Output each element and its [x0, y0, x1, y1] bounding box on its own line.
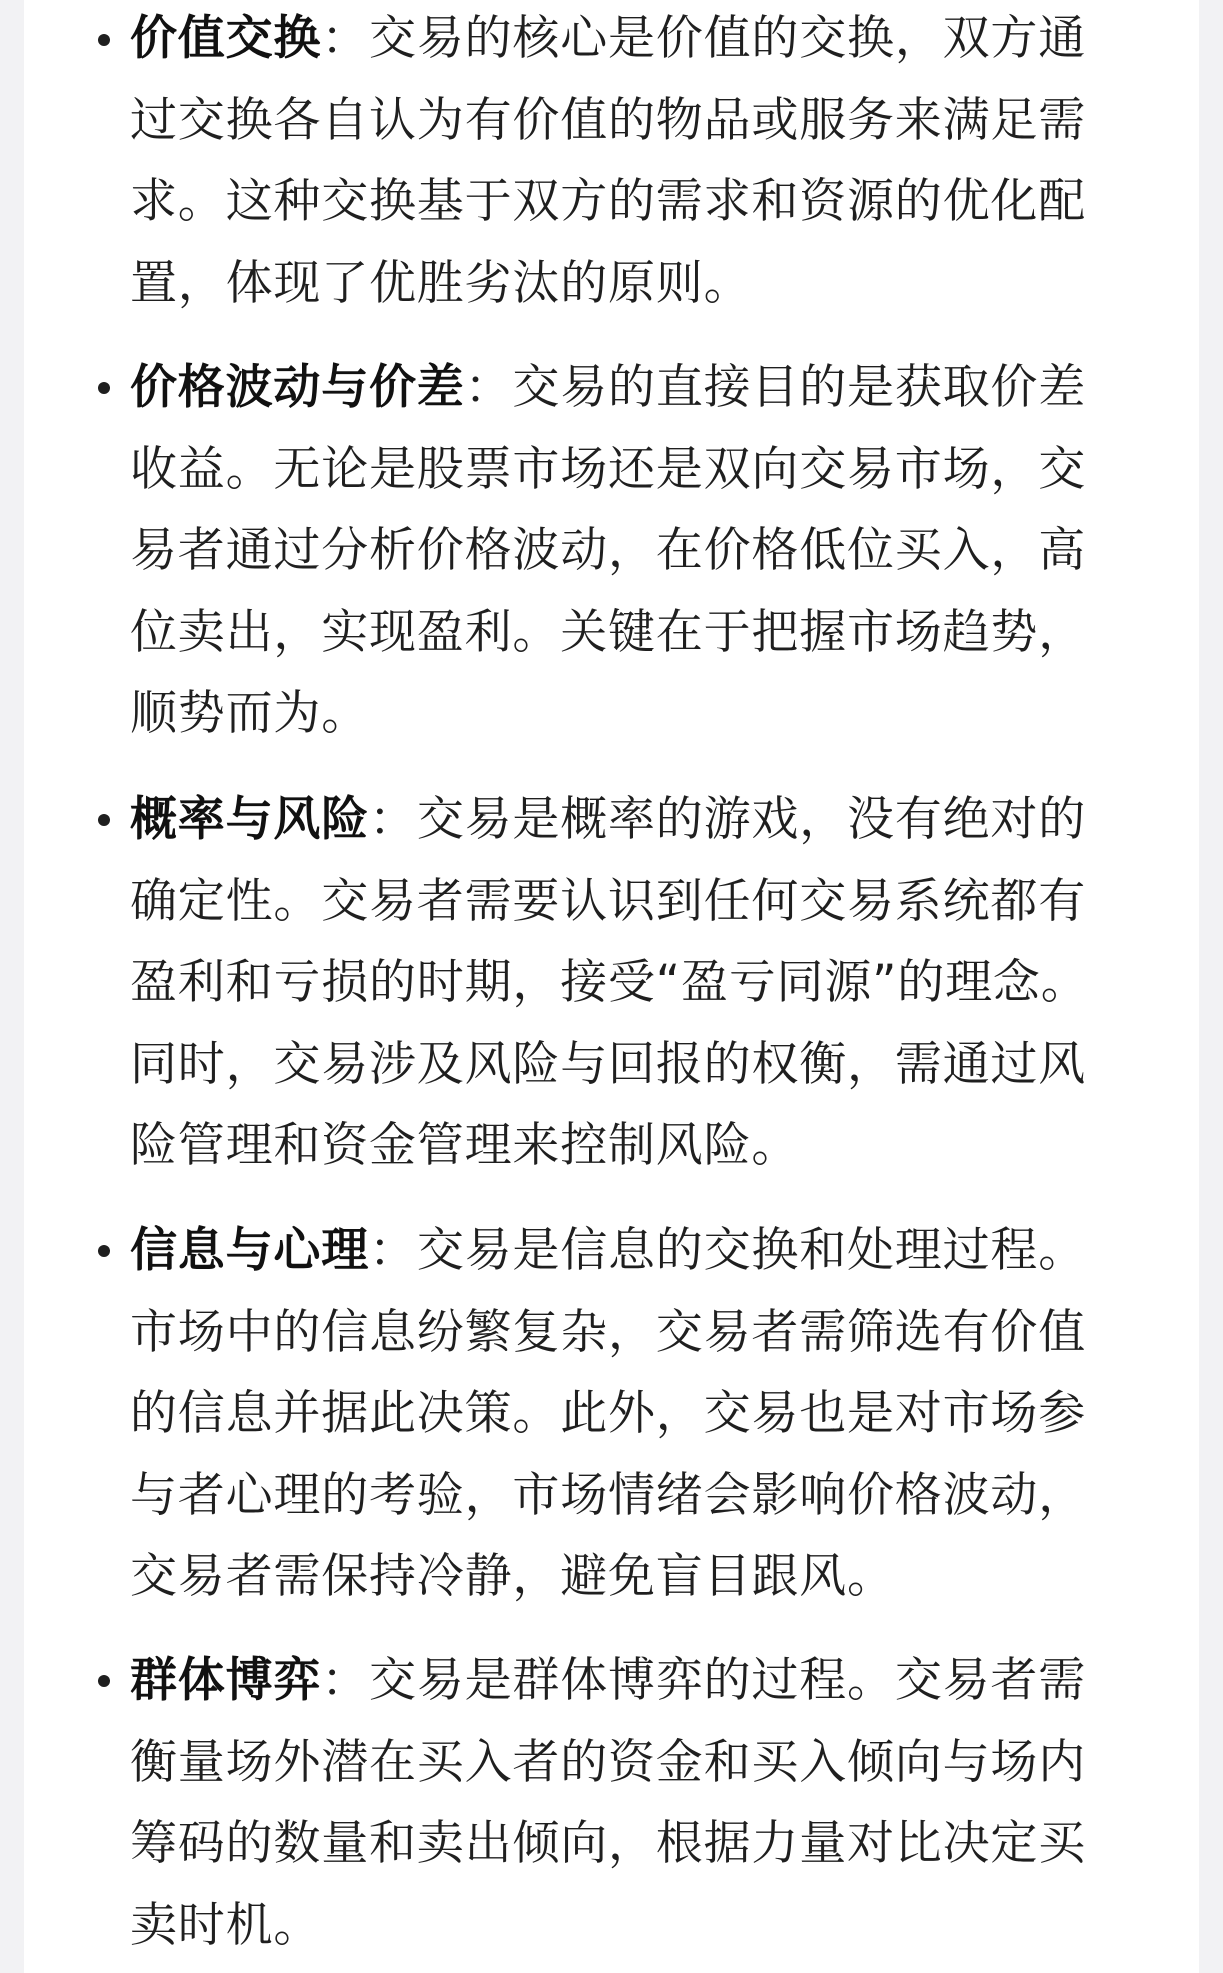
item-term: 信息与心理 — [130, 1223, 369, 1278]
item-term: 价格波动与价差 — [130, 360, 465, 415]
item-body: 交易是群体博弈的过程。交易者需衡量场外潜在买入者的资金和买入倾向与场内筹码的数量和卖出倾向，根据力量对比决定买卖时机。 — [130, 1653, 1087, 1953]
list-item-text — [130, 779, 1130, 1187]
item-separator: ： — [321, 1653, 370, 1708]
document-page — [24, 0, 1199, 1973]
item-body: 交易的核心是价值的交换，双方通过交换各自认为有价值的物品或服务来满足需求。这种交换基于双方的需求和资源的优化配置，体现了优胜劣汰的原则。 — [130, 11, 1087, 311]
item-term: 价值交换 — [130, 11, 322, 66]
bullet-icon — [98, 814, 110, 826]
list-item-text — [130, 1210, 1130, 1618]
item-separator: ： — [369, 792, 417, 847]
list-item-text — [130, 0, 1130, 324]
bullet-icon — [98, 34, 110, 46]
bullet-icon — [98, 382, 110, 394]
item-separator: ： — [464, 360, 513, 415]
list-item-text — [130, 1640, 1130, 1966]
item-body: 交易是信息的交换和处理过程。市场中的信息纷繁复杂，交易者需筛选有价值的信息并据此决策。此外，交易也是对市场参与者心理的考验，市场情绪会影响价格波动，交易者需保持冷静，避免盲目跟风。 — [130, 1223, 1087, 1604]
item-term: 概率与风险 — [130, 792, 369, 847]
bullet-icon — [98, 1675, 110, 1687]
item-term: 群体博弈 — [130, 1653, 322, 1708]
bullet-icon — [98, 1245, 110, 1257]
item-body: 交易的直接目的是获取价差收益。无论是股票市场还是双向交易市场，交易者通过分析价格波动，在价格低位买入，高位卖出，实现盈利。关键在于把握市场趋势，顺势而为。 — [130, 360, 1087, 741]
list-item-text — [130, 347, 1130, 755]
item-body: 交易是概率的游戏，没有绝对的确定性。交易者需要认识到任何交易系统都有盈利和亏损的时期，接受“盈亏同源”的理念。同时，交易涉及风险与回报的权衡，需通过风险管理和资金管理来控制风险。 — [130, 792, 1089, 1173]
item-separator: ： — [321, 11, 370, 66]
item-separator: ： — [369, 1223, 417, 1278]
